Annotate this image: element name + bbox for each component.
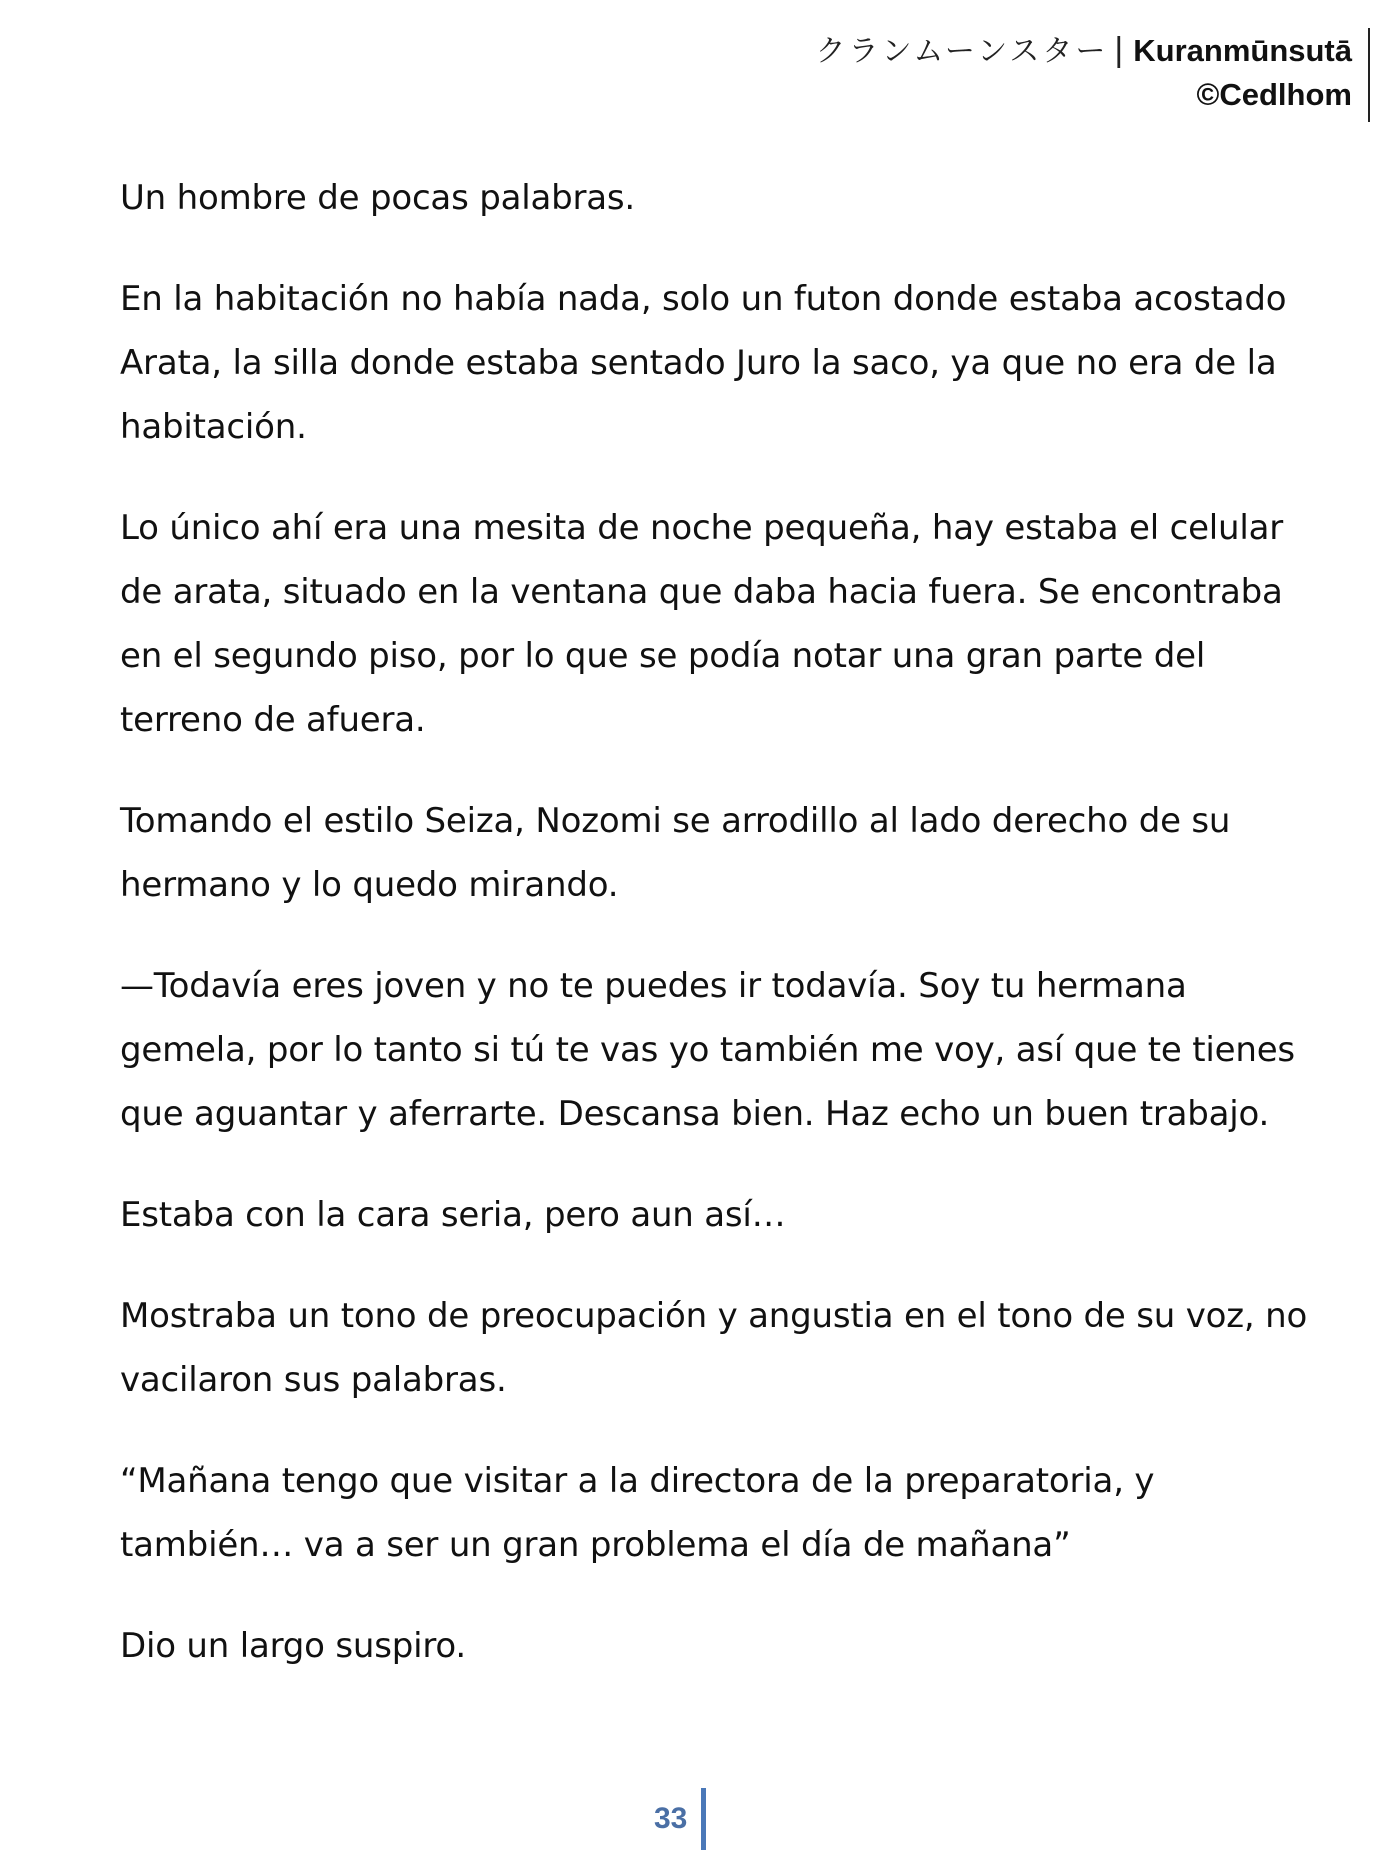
page-number: 33 xyxy=(654,1802,688,1835)
paragraph-4: Tomando el estilo Seiza, Nozomi se arrodillo al lado derecho de su hermano y lo quedo mirando. xyxy=(120,801,1231,905)
header-romanized-title: Kuranmūnsutā xyxy=(1133,33,1352,68)
page-body xyxy=(120,166,1310,1715)
paragraph-7: Mostraba un tono de preocupación y angustia en el tono de su voz, no vacilaron sus palabras. xyxy=(120,1296,1308,1400)
paragraph-9: Dio un largo suspiro. xyxy=(120,1626,467,1666)
page-header xyxy=(670,28,1370,122)
paragraph-1: Un hombre de pocas palabras. xyxy=(120,178,636,218)
paragraph-5: —Todavía eres joven y no te puedes ir todavía. Soy tu hermana gemela, por lo tanto si tú te vas yo también me voy, así que te tienes que aguantar y aferrarte. Descansa bien. Haz echo un buen trabajo. xyxy=(120,966,1295,1134)
paragraph-6: Estaba con la cara seria, pero aun así… xyxy=(120,1195,786,1235)
header-author: ©Cedlhom xyxy=(1196,77,1352,112)
page-footer xyxy=(654,1788,706,1850)
paragraph-3: Lo único ahí era una mesita de noche pequeña, hay estaba el celular de arata, situado en la ventana que daba hacia fuera. Se encontraba en el segundo piso, por lo que se podía notar una gran parte del terreno de afuera. xyxy=(120,508,1284,740)
header-separator: | xyxy=(1114,31,1124,69)
header-japanese-title: クランムーンスター xyxy=(815,34,1109,69)
header-title-line xyxy=(670,28,1352,72)
paragraph-2: En la habitación no había nada, solo un futon donde estaba acostado Arata, la silla donde estaba sentado Juro la saco, ya que no era de la habitación. xyxy=(120,279,1287,447)
page-number-bar xyxy=(701,1788,706,1850)
paragraph-8: “Mañana tengo que visitar a la directora de la preparatoria, y también… va a ser un gran problema el día de mañana” xyxy=(120,1461,1155,1565)
